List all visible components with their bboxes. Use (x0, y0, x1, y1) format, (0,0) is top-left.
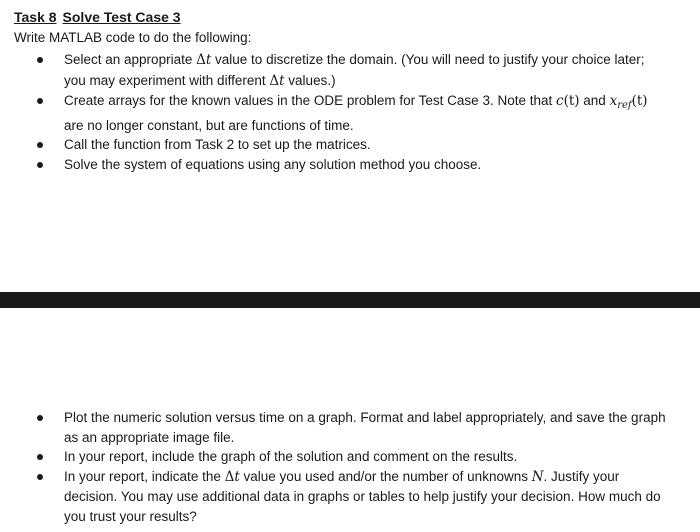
list-item: Plot the numeric solution versus time on a graph. Format and label appropriately, and save the graph as an appropriate image file. (0, 408, 700, 447)
task-title: Solve Test Case 3 (62, 9, 181, 25)
bullet-icon (37, 57, 43, 63)
list-item: Solve the system of equations using any solution method you choose. (0, 155, 700, 175)
list-item: In your report, include the graph of the solution and comment on the results. (0, 447, 700, 467)
task-intro: Write MATLAB code to do the following: (14, 30, 252, 45)
list-item: In your report, indicate the Δt value you used and/or the number of unknowns N. Justify your decision. You may use additional data in graphs or tables to help justify your decision. How much do you trust your results? (0, 467, 700, 527)
list-item: Call the function from Task 2 to set up the matrices. (0, 135, 700, 155)
top-bullet-list (0, 50, 700, 174)
bullet-icon (37, 142, 43, 148)
section-divider (0, 292, 700, 308)
bullet-icon (37, 98, 43, 104)
bottom-bullet-list (0, 408, 700, 526)
task-label: Task 8 (14, 9, 57, 25)
bullet-icon (37, 474, 43, 480)
bullet-icon (37, 415, 43, 421)
bullet-icon (37, 454, 43, 460)
list-item: Select an appropriate Δt value to discretize the domain. (You will need to justify your choice later; you may experiment with different Δt values.) (0, 50, 700, 91)
list-item: Create arrays for the known values in the ODE problem for Test Case 3. Note that c(t) and $x_{ref}(t)$ are no longer constant, but are functions of time. (0, 91, 700, 135)
bullet-icon (37, 162, 43, 168)
task-heading (14, 8, 181, 26)
